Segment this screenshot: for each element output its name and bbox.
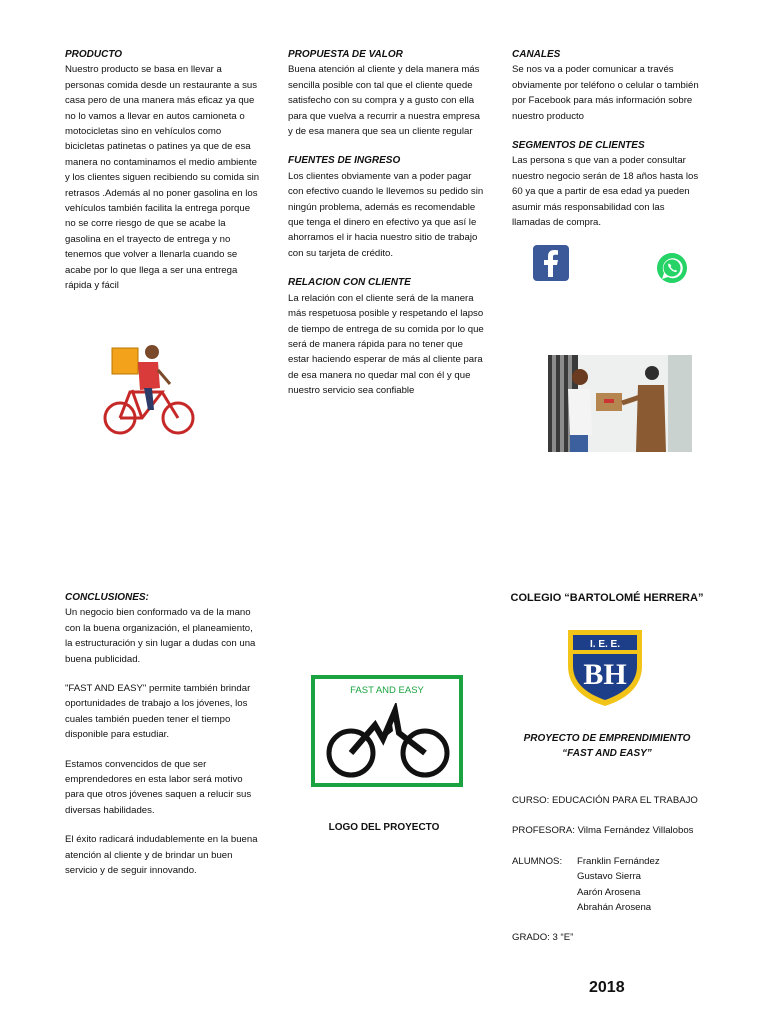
conclusiones-paragraph-3: Estamos convencidos de que ser emprendedores en esta labor será motivo para que otros jóvenes saquen a relucir sus diversas habilidades. [65, 758, 252, 816]
alumno-name: Gustavo Sierra [577, 871, 641, 883]
crest-top-text: I. E. E. [589, 639, 621, 650]
logo-bicycle-icon [321, 703, 455, 781]
project-title-line1: PROYECTO DE EMPRENDIMIENTO [523, 733, 691, 744]
grado-line: GRADO: 3 “E” [512, 932, 574, 944]
project-title-line2: “FAST AND EASY” [562, 748, 652, 759]
producto-title: PRODUCTO [65, 49, 123, 60]
value-column [288, 47, 484, 399]
school-crest [564, 626, 646, 708]
fuentes-body: Los clientes obviamente van a poder pagar con efectivo cuando le llevemos su pedido sin ningún problema, además es recomendable que tenga el dinero en efectivo ya que así le ahorramos el ir hacia nuestro sitio de trabajo con su tarjeta de crédito. [288, 170, 484, 259]
fuentes-title: FUENTES DE INGRESO [288, 155, 401, 167]
propuesta-title: PROPUESTA DE VALOR [288, 49, 403, 60]
crest-letters: BH [583, 658, 627, 691]
channels-column [512, 47, 704, 230]
relacion-body: La relación con el cliente será de la manera más respetuosa posible y respetando el lapso de tiempo de entrega de su comida por lo que será de manera rápida para no tener que estar haciendo esperar de más al cliente para de esa manera no quedar mal con él y que nuestro servicio sea confiable [288, 292, 484, 397]
alumno-name: Franklin Fernández [577, 855, 660, 867]
producto-section [65, 47, 261, 294]
curso-line: CURSO: EDUCACIÓN PARA EL TRABAJO [512, 795, 698, 806]
delivery-cyclist-illustration [100, 340, 200, 440]
conclusiones-paragraph-2: "FAST AND EASY" permite también brindar oportunidades de trabajo a los jóvenes, los cuales también pueden tener el tiempo disponible para estudiar. [65, 683, 251, 741]
producto-body: Nuestro producto se basa en llevar a personas comida desde un restaurante a sus casa pero de una manera más eficaz ya que no lo vamos a llevar en autos camioneta o motocicletas sino en vehículos como bicicletas patinetas o patines ya que de esa manera no contaminamos el medio ambiente y los clientes siguen recibiendo su comida sin retrasos .Además al no poner gasolina en los vehículos también facilita la entrega porque no se corre riesgo de que se acabe la gasolina en el trayecto de entrega y no tenemos que volver a llenarla cuando se acabe por lo que llega a ser una entrega rápida y fácil [65, 64, 260, 292]
alumno-name: Aarón Arosena [577, 886, 641, 898]
school-name: COLEGIO “BARTOLOMÉ HERRERA” [510, 592, 704, 604]
project-details [512, 793, 722, 946]
conclusiones-section [65, 590, 261, 879]
canales-body: Se nos va a poder comunicar a través obviamente por teléfono o celular o también por Facebook para más información sobre nuestro producto [512, 64, 699, 122]
alumnos-block [512, 854, 722, 916]
logo-text: FAST AND EASY [350, 685, 424, 696]
alumnos-label: ALUMNOS: [512, 855, 563, 867]
relacion-title: RELACION CON CLIENTE [288, 277, 411, 289]
conclusiones-paragraph-4: El éxito radicará indudablemente en la buena atención al cliente y de brindar un buen servicio y de seguir innovando. [65, 834, 258, 877]
conclusiones-title: CONCLUSIONES: [65, 592, 149, 603]
delivery-photo [548, 355, 692, 452]
project-title [500, 731, 714, 761]
conclusiones-paragraph-1: Un negocio bien conformado va de la mano con la buena organización, el planeamiento, la estructuración y sin lugar a dudas con una buena publicidad. [65, 607, 256, 665]
logo-caption: LOGO DEL PROYECTO [328, 822, 440, 833]
project-logo [311, 675, 463, 787]
alumnos-list [577, 854, 660, 916]
segmentos-title: SEGMENTOS DE CLIENTES [512, 140, 645, 152]
profesora-line: PROFESORA: Vilma Fernández Villalobos [512, 825, 694, 837]
facebook-icon [533, 245, 569, 281]
canales-title: CANALES [512, 49, 561, 60]
year: 2018 [589, 979, 625, 996]
segmentos-body: Las persona s que van a poder consultar nuestro negocio serán de 18 años hasta los 60 ya que a partir de esa edad ya pueden asumir más responsabilidad con las llamadas de compra. [512, 155, 699, 229]
alumno-name: Abrahán Arosena [577, 902, 652, 914]
propuesta-body: Buena atención al cliente y dela manera más sencilla posible con tal que el cliente quede satisfecho con su compra y a gusto con ella para que vuelva a recurrir a nuestra empresa y de esa manera que sea un cliente regular [288, 64, 480, 138]
whatsapp-icon [656, 252, 688, 284]
